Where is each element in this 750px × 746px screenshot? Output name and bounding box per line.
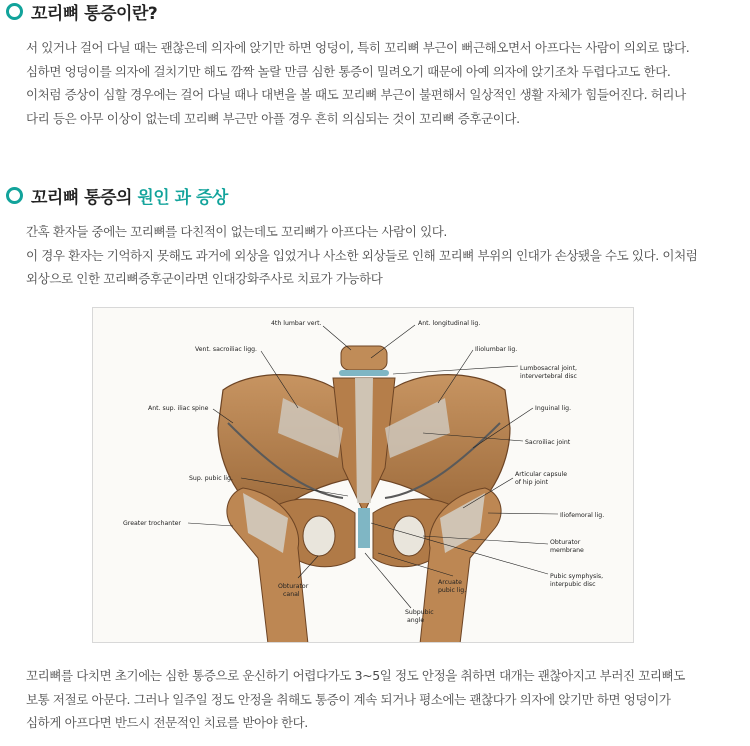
section2-paragraph	[26, 220, 748, 291]
label-articular-capsule: Articular capsule	[515, 471, 568, 478]
label-4th-lumbar-vert: 4th lumbar vert.	[271, 320, 322, 327]
bullet-circle-icon	[6, 187, 23, 204]
label-sacroiliac-joint: Sacroiliac joint	[525, 439, 571, 446]
label-of-hip-joint: of hip joint	[515, 479, 549, 486]
left-obturator-foramen	[303, 516, 335, 556]
label-obturator-membrane-2: membrane	[550, 547, 584, 554]
section2-title	[31, 183, 228, 208]
lumbar-vertebra	[341, 346, 387, 370]
right-obturator-foramen	[393, 516, 425, 556]
section1-title: 꼬리뼈 통증이란?	[31, 3, 158, 24]
section2-line: 이 경우 환자는 기억하지 못해도 과거에 외상을 입었거나 사소한 외상들로 인해 꼬리뼈 부위의 인대가 손상됐을 수도 있다. 이처럼	[26, 247, 698, 263]
label-iliofemoral-lig: Iliofemoral lig.	[560, 512, 605, 519]
label-arcuate-pubic-lig-2: pubic lig.	[438, 587, 467, 594]
section1-line: 심하면 엉덩이를 의자에 걸치기만 해도 깜짝 놀랄 만큼 심한 통증이 밀려오기 때문에 아예 의자에 앉기조차 두렵다고도 한다.	[26, 63, 671, 79]
label-sup-pubic-lig: Sup. pubic lig.	[189, 475, 233, 482]
section2-title-accent: 원인 과 증상	[137, 187, 228, 208]
interpubic-disc	[358, 508, 370, 548]
label-inguinal-lig: Inguinal lig.	[535, 405, 572, 412]
section2-line: 외상으로 인한 꼬리뼈증후군이라면 인대강화주사로 치료가 가능하다	[26, 271, 383, 286]
bullet-circle-icon	[6, 3, 23, 20]
longitudinal-ligament	[355, 378, 373, 503]
pelvis-drawing	[93, 308, 634, 643]
section3-line: 심하게 아프다면 반드시 전문적인 치료를 받아야 한다.	[26, 715, 308, 730]
section2-heading	[6, 182, 228, 208]
section1-heading	[6, 0, 157, 24]
section2-title-prefix: 꼬리뼈 통증의	[31, 187, 138, 208]
label-subpubic-angle-2: angle	[407, 617, 425, 624]
pelvis-ligament-illustration	[92, 307, 634, 643]
label-interpubic-disc: interpubic disc	[550, 581, 596, 588]
label-greater-trochanter: Greater trochanter	[123, 520, 181, 527]
section1-line: 다리 등은 아무 이상이 없는데 꼬리뼈 부근만 아플 경우 흔히 의심되는 것이 꼬리뼈 증후군이다.	[26, 110, 520, 126]
label-subpubic-angle-1: Subpubic	[405, 609, 434, 616]
label-ant-sup-iliac-spine: Ant. sup. iliac spine	[148, 405, 209, 412]
label-lumbosacral-joint: Lumbosacral joint,	[520, 365, 577, 372]
section1-line: 이처럼 증상이 심할 경우에는 걸어 다닐 때나 대변을 볼 때도 꼬리뼈 부근이 불편해서 일상적인 생활 자체가 힘들어진다. 허리나	[26, 87, 686, 102]
section1-paragraph	[26, 36, 748, 130]
section2-line: 간혹 환자들 중에는 꼬리뼈를 다친적이 없는데도 꼬리뼈가 아프다는 사람이 있다.	[26, 224, 448, 239]
label-iliolumbar-lig: Iliolumbar lig.	[475, 346, 518, 353]
label-arcuate-pubic-lig-1: Arcuate	[438, 579, 462, 586]
label-obturator-canal-1: Obturator	[278, 583, 309, 590]
section3-line: 보통 저절로 아문다. 그러나 일주일 정도 안정을 취해도 통증이 계속 되거나 평소에는 괜찮다가 의자에 앉기만 하면 엉덩이가	[26, 691, 671, 707]
label-pubic-symphysis: Pubic symphysis,	[550, 573, 604, 580]
label-vent-sacroiliac-ligg: Vent. sacroiliac ligg.	[195, 346, 258, 353]
intervertebral-disc	[339, 370, 389, 376]
label-intervertebral-disc: intervertebral disc	[520, 373, 577, 380]
label-obturator-membrane-1: Obturator	[550, 539, 581, 546]
section3-line: 꼬리뼈를 다치면 초기에는 심한 통증으로 운신하기 어렵다가도 3~5일 정도 안정을 취하면 대개는 괜찮아지고 부러진 꼬리뼈도	[26, 668, 685, 683]
label-ant-longitudinal-lig: Ant. longitudinal lig.	[418, 320, 481, 327]
section3-paragraph	[26, 664, 748, 735]
section1-line: 서 있거나 걸어 다닐 때는 괜찮은데 의자에 앉기만 하면 엉덩이, 특히 꼬리뼈 부근이 뻐근해오면서 아프다는 사람이 의외로 많다.	[26, 40, 690, 55]
label-obturator-canal-2: canal	[283, 591, 300, 598]
